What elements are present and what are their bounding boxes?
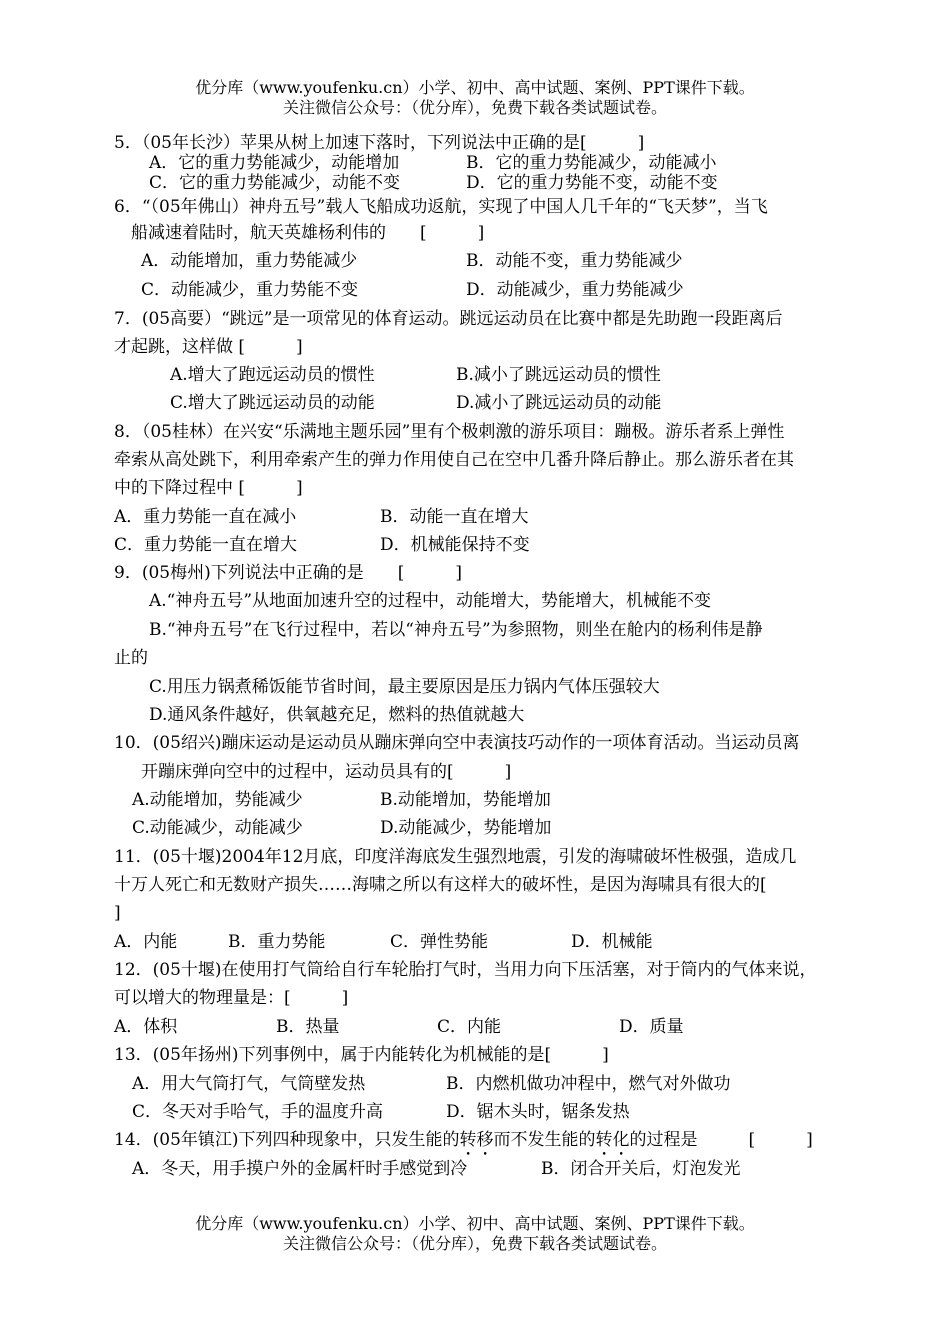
q11-option-d: D．机械能 — [571, 932, 653, 952]
q13-option-c: C．冬天对手哈气，手的温度升高 — [132, 1102, 384, 1122]
footer-line-1: 优分库（www.youfenku.cn）小学、初中、高中试题、案例、PPT课件下载。 — [195, 1214, 755, 1233]
q8-stem-line1: 8．（05桂林）在兴安“乐满地主题乐园”里有个极刺激的游乐项目：蹦极。游乐者系上弹性 — [114, 422, 785, 442]
q13-stem: 13．(05年扬州)下列事例中，属于内能转化为机械能的是[ ] — [114, 1045, 609, 1065]
q14-stem-pre: 14．(05年镇江)下列四种现象中，只发生能的 — [114, 1130, 460, 1150]
q11-stem-line2: 十万人死亡和无数财产损失……海啸之所以有这样大的破坏性，是因为海啸具有很大的[ — [114, 875, 767, 895]
q7-option-d: D.减小了跳远运动员的动能 — [456, 393, 662, 413]
q8-option-b: B．动能一直在增大 — [380, 507, 529, 527]
q10-option-d: D.动能减少，势能增加 — [380, 818, 552, 838]
q12-option-c: C．内能 — [437, 1017, 502, 1037]
q6-option-c: C．动能减少，重力势能不变 — [141, 280, 359, 300]
q8-stem-line2: 牵索从高处跳下，利用牵索产生的弹力作用使自己在空中几番升降后静止。那么游乐者在其 — [114, 450, 794, 470]
q13-option-d: D．锯木头时，锯条发热 — [446, 1102, 630, 1122]
q12-stem-line1: 12．(05十堰)在使用打气筒给自行车轮胎打气时，当用力向下压活塞，对于筒内的气体来说， — [114, 960, 817, 980]
q12-option-a: A．体积 — [114, 1017, 178, 1037]
q9-option-b-line1: B.“神舟五号”在飞行过程中，若以“神舟五号”为参照物，则坐在舱内的杨利伟是静 — [149, 620, 763, 640]
q14-stem-mid: 而不发生能的 — [493, 1130, 596, 1150]
q9-option-b-line2: 止的 — [114, 648, 148, 668]
q7-option-a: A.增大了跑远运动员的惯性 — [170, 365, 375, 385]
q6-option-d: D．动能减少，重力势能减少 — [466, 280, 684, 300]
q6-option-b: B．动能不变，重力势能减少 — [466, 251, 683, 271]
q7-stem-line1: 7．(05高要）“跳远”是一项常见的体育运动。跳远运动员在比赛中都是先助跑一段距离后 — [114, 309, 783, 329]
q6-option-a: A．动能增加，重力势能减少 — [141, 251, 358, 271]
q10-option-c: C.动能减少，动能减少 — [132, 818, 303, 838]
q12-option-d: D．质量 — [619, 1017, 684, 1037]
q8-option-c: C．重力势能一直在增大 — [114, 535, 298, 555]
header-line-2: 关注微信公众号：（优分库），免费下载各类试题试卷。 — [282, 98, 667, 117]
q5-option-c: C．它的重力势能减少，动能不变 — [149, 173, 401, 193]
q10-option-b: B.动能增加，势能增加 — [380, 790, 551, 810]
q9-option-d: D.通风条件越好，供氧越充足，燃料的热值就越大 — [149, 705, 525, 725]
q11-stem-line1: 11．(05十堰)2004年12月底，印度洋海底发生强烈地震，引发的海啸破坏性极强，造成几 — [114, 847, 797, 867]
footer-line-2: 关注微信公众号：（优分库），免费下载各类试题试卷。 — [282, 1234, 667, 1253]
q14-stem-emphasis-transfer: 转移 — [459, 1130, 494, 1150]
q11-option-b: B．重力势能 — [228, 932, 326, 952]
q13-option-b: B．内燃机做功冲程中，燃气对外做功 — [446, 1074, 731, 1094]
q8-option-a: A．重力势能一直在减小 — [114, 507, 297, 527]
q9-option-a: A.“神舟五号”从地面加速升空的过程中，动能增大，势能增大，机械能不变 — [149, 591, 712, 611]
q6-stem-line2: 船减速着陆时，航天英雄杨利伟的 [ ] — [131, 223, 485, 243]
q9-stem: 9．(05梅州)下列说法中正确的是 [ ] — [114, 563, 462, 583]
q12-option-b: B．热量 — [276, 1017, 340, 1037]
q9-option-c: C.用压力锅煮稀饭能节省时间，最主要原因是压力锅内气体压强较大 — [149, 677, 660, 697]
q5-stem: 5．（05年长沙）苹果从树上加速下落时，下列说法中正确的是[ ] — [114, 133, 645, 153]
q11-stem-line3: ] — [114, 903, 121, 923]
q8-option-d: D．机械能保持不变 — [380, 535, 530, 555]
q7-stem-line2: 才起跳，这样做 [ ] — [114, 337, 303, 357]
q11-option-c: C．弹性势能 — [390, 932, 489, 952]
q10-stem-line2: 开蹦床弹向空中的过程中，运动员具有的[ ] — [141, 762, 512, 782]
q11-option-a: A．内能 — [114, 932, 178, 952]
q5-option-d: D．它的重力势能不变，动能不变 — [466, 173, 718, 193]
q6-stem-line1: 6．“（05年佛山）神舟五号”载人飞船成功返航，实现了中国人几千年的“飞天梦”，当飞 — [114, 197, 768, 217]
q7-option-b: B.减小了跳远运动员的惯性 — [456, 365, 661, 385]
q5-option-a: A．它的重力势能减少，动能增加 — [149, 153, 400, 173]
q8-stem-line3: 中的下降过程中 [ ] — [114, 478, 303, 498]
q14-stem-emphasis-transform: 转化 — [595, 1130, 630, 1150]
q5-option-b: B．它的重力势能减少，动能减小 — [466, 153, 717, 173]
q12-stem-line2: 可以增大的物理量是：[ ] — [114, 988, 349, 1008]
q14-stem — [114, 1129, 813, 1160]
q14-stem-post: 的过程是 [ ] — [629, 1130, 813, 1150]
q10-stem-line1: 10．(05绍兴)蹦床运动是运动员从蹦床弹向空中表演技巧动作的一项体育活动。当运动员离 — [114, 733, 800, 753]
q14-option-b: B．闭合开关后，灯泡发光 — [541, 1159, 741, 1179]
q14-option-a: A．冬天，用手摸户外的金属杆时手感觉到冷 — [132, 1159, 468, 1179]
q7-option-c: C.增大了跳远运动员的动能 — [170, 393, 375, 413]
header-line-1: 优分库（www.youfenku.cn）小学、初中、高中试题、案例、PPT课件下载。 — [195, 78, 755, 97]
q13-option-a: A．用大气筒打气，气筒壁发热 — [132, 1074, 366, 1094]
q10-option-a: A.动能增加，势能减少 — [132, 790, 303, 810]
